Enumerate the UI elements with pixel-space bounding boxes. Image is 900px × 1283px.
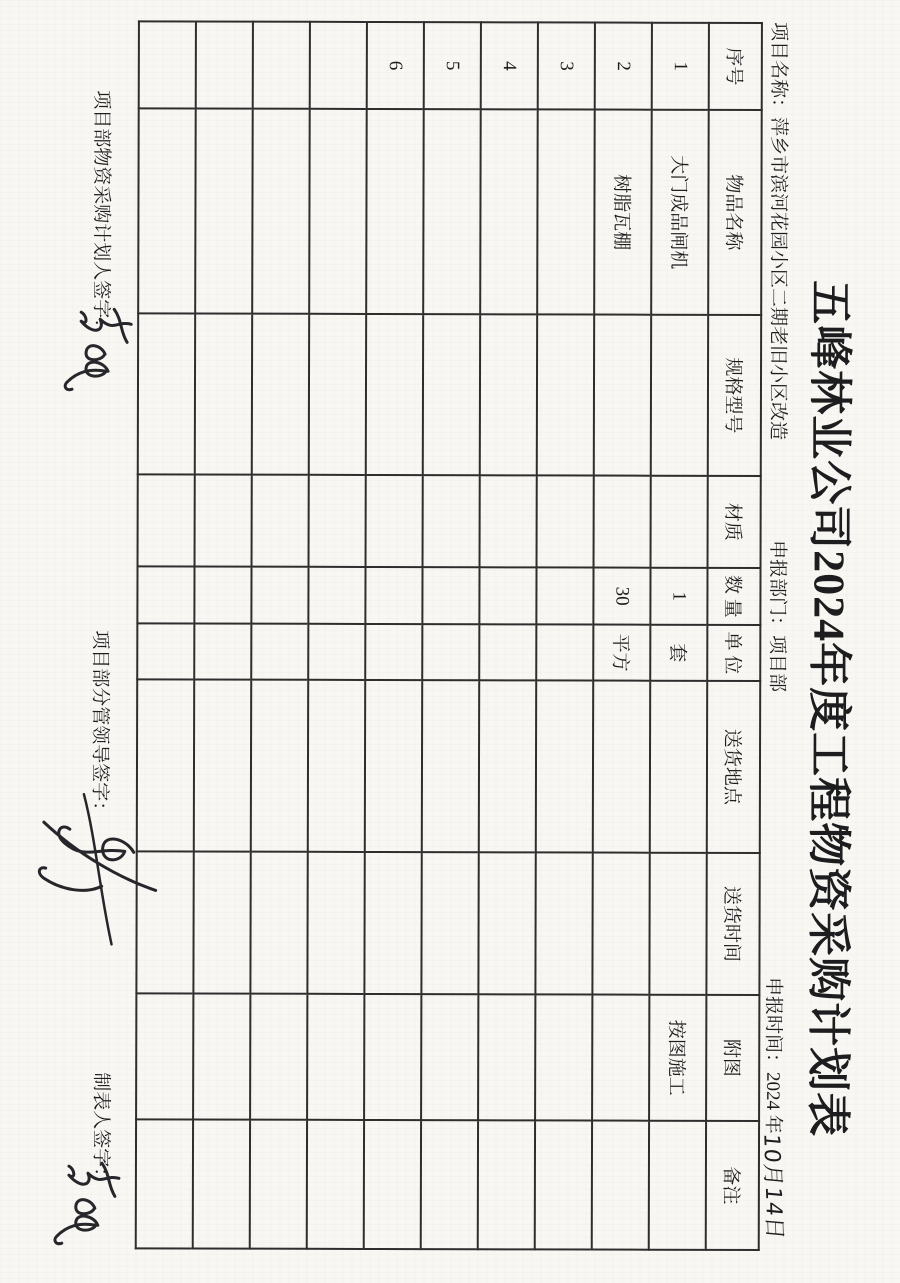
table-cell <box>308 624 365 680</box>
table-cell <box>537 475 594 567</box>
table-cell <box>421 852 478 994</box>
table-cell <box>366 109 424 314</box>
table-header-row <box>706 23 762 1250</box>
table-cell <box>422 624 479 680</box>
table-cell <box>307 994 364 1120</box>
table-cell <box>479 680 536 852</box>
project-name-label: 项目名称： <box>767 22 789 118</box>
table-cell <box>193 1120 250 1249</box>
table-cell <box>193 994 250 1120</box>
report-time-printed: 2024 年 <box>762 1072 784 1134</box>
table-cell <box>137 623 194 679</box>
table-row <box>136 21 196 1248</box>
table-cell <box>423 314 480 475</box>
department-label: 申报部门： <box>766 540 788 636</box>
table-cell: 5 <box>424 22 481 109</box>
table-cell <box>365 567 422 624</box>
table-cell <box>136 1119 193 1248</box>
table-cell <box>309 475 366 567</box>
report-time-label: 申报时间： <box>762 976 784 1073</box>
table-cell <box>480 475 537 567</box>
table-cell <box>138 313 195 474</box>
table-cell <box>138 108 196 313</box>
project-name-value: 萍乡市滨河花园小区二期老旧小区改造 <box>766 117 789 441</box>
table-cell <box>137 566 194 623</box>
table-cell <box>253 22 310 109</box>
column-header-seq: 序号 <box>709 23 762 110</box>
table-cell: 套 <box>650 625 707 681</box>
table-cell <box>535 852 592 994</box>
table-cell <box>423 109 481 314</box>
table-cell: 30 <box>593 568 650 625</box>
table-cell <box>194 567 251 624</box>
table-cell <box>478 1120 535 1249</box>
meta-line <box>758 2 794 1283</box>
department-value: 项目部 <box>766 635 788 693</box>
table-cell <box>537 109 595 314</box>
table-cell <box>536 567 593 624</box>
table-cell <box>364 1120 421 1249</box>
table-row <box>364 22 424 1249</box>
table-row <box>421 22 481 1249</box>
table-cell <box>421 1120 478 1249</box>
table-cell <box>308 680 365 852</box>
table-cell <box>252 314 309 475</box>
document-title: 五峰林业公司2024年度工程物资采购计划表 <box>803 280 855 1138</box>
table-cell <box>649 853 706 995</box>
table-cell <box>593 681 650 853</box>
leader-signature-label: 项目部分管领导签字： <box>88 630 111 821</box>
table-cell <box>251 680 308 852</box>
column-header-item-name: 物品名称 <box>708 110 762 315</box>
table-cell: 平方 <box>593 625 650 681</box>
materials-purchase-table <box>135 20 763 1251</box>
table-cell <box>365 624 422 680</box>
table-cell <box>195 314 252 475</box>
project-name-field <box>766 22 794 440</box>
table-cell <box>250 1120 307 1249</box>
table-row <box>649 23 709 1250</box>
table-cell: 1 <box>650 568 707 625</box>
table-cell <box>139 21 196 108</box>
table-cell <box>651 315 708 476</box>
table-cell <box>535 994 592 1120</box>
table-cell <box>478 994 535 1120</box>
preparer-handwritten-signature <box>47 1156 127 1256</box>
table-cell <box>252 475 309 567</box>
table-row <box>592 23 652 1250</box>
table-cell <box>193 852 250 994</box>
table-cell <box>422 567 479 624</box>
column-header-material: 材质 <box>708 476 761 568</box>
column-header-spec-model: 规格型号 <box>708 315 761 476</box>
table-cell <box>307 1120 364 1249</box>
column-header-unit: 单 位 <box>707 625 760 681</box>
table-cell <box>423 475 480 567</box>
table-cell: 树脂瓦棚 <box>594 110 652 315</box>
table-cell <box>594 315 651 476</box>
table-cell <box>479 567 536 624</box>
report-time-field <box>760 977 792 1240</box>
table-cell <box>136 993 193 1119</box>
table-cell: 6 <box>367 22 424 109</box>
table-cell <box>366 314 423 475</box>
table-cell <box>310 22 367 109</box>
table-cell: 按图施工 <box>649 995 706 1121</box>
table-body <box>136 21 709 1249</box>
table-cell <box>649 1121 706 1250</box>
table-cell <box>366 475 423 567</box>
table-cell <box>365 680 422 852</box>
table-cell <box>592 995 649 1121</box>
column-header-attached-drawing: 附图 <box>706 995 759 1121</box>
table-cell <box>364 994 421 1120</box>
leader-handwritten-signature <box>26 788 162 952</box>
table-cell <box>251 567 308 624</box>
table-cell <box>196 22 253 109</box>
table-cell <box>364 852 421 994</box>
table-cell <box>478 852 535 994</box>
table-cell <box>480 314 537 475</box>
table-cell <box>592 853 649 995</box>
column-header-quantity: 数 量 <box>707 568 760 625</box>
planner-handwritten-signature <box>53 300 141 400</box>
table-cell <box>479 624 536 680</box>
table-cell <box>194 624 251 680</box>
table-cell <box>309 109 367 314</box>
table-cell <box>250 852 307 994</box>
table-cell <box>536 624 593 680</box>
department-field <box>765 540 792 692</box>
report-time-handwritten-date: 10月14日 <box>758 1132 787 1241</box>
table-cell <box>594 476 651 568</box>
table-cell: 2 <box>595 23 652 110</box>
table-cell <box>195 109 253 314</box>
table-cell <box>309 314 366 475</box>
table-row <box>250 22 310 1249</box>
table-row <box>478 22 538 1249</box>
table-cell: 3 <box>538 22 595 109</box>
table-cell <box>536 680 593 852</box>
table-cell <box>307 852 364 994</box>
table-cell: 大门成品闸机 <box>651 110 709 315</box>
table-cell <box>138 474 195 566</box>
table-cell: 1 <box>652 23 709 110</box>
table-row <box>307 22 367 1249</box>
table-cell <box>252 109 310 314</box>
table-row <box>193 22 253 1249</box>
table-cell <box>422 680 479 852</box>
column-header-delivery-place: 送货地点 <box>707 681 760 853</box>
table-cell <box>535 1120 592 1249</box>
table-cell <box>250 994 307 1120</box>
table-cell <box>308 567 365 624</box>
column-header-remarks: 备注 <box>706 1121 759 1250</box>
planner-signature-label: 项目部物资采购计划人签字： <box>90 90 112 338</box>
table-cell <box>650 681 707 853</box>
table-cell <box>651 476 708 568</box>
table-cell <box>480 109 538 314</box>
column-header-delivery-time: 送货时间 <box>706 853 759 995</box>
table-row <box>535 22 595 1249</box>
table-cell <box>421 994 478 1120</box>
table-cell <box>537 314 594 475</box>
table-cell <box>592 1121 649 1250</box>
table-cell: 4 <box>481 22 538 109</box>
preparer-signature-label: 制表人签字： <box>89 1072 112 1187</box>
table-cell <box>194 680 251 852</box>
table-cell <box>251 624 308 680</box>
table-cell <box>195 475 252 567</box>
